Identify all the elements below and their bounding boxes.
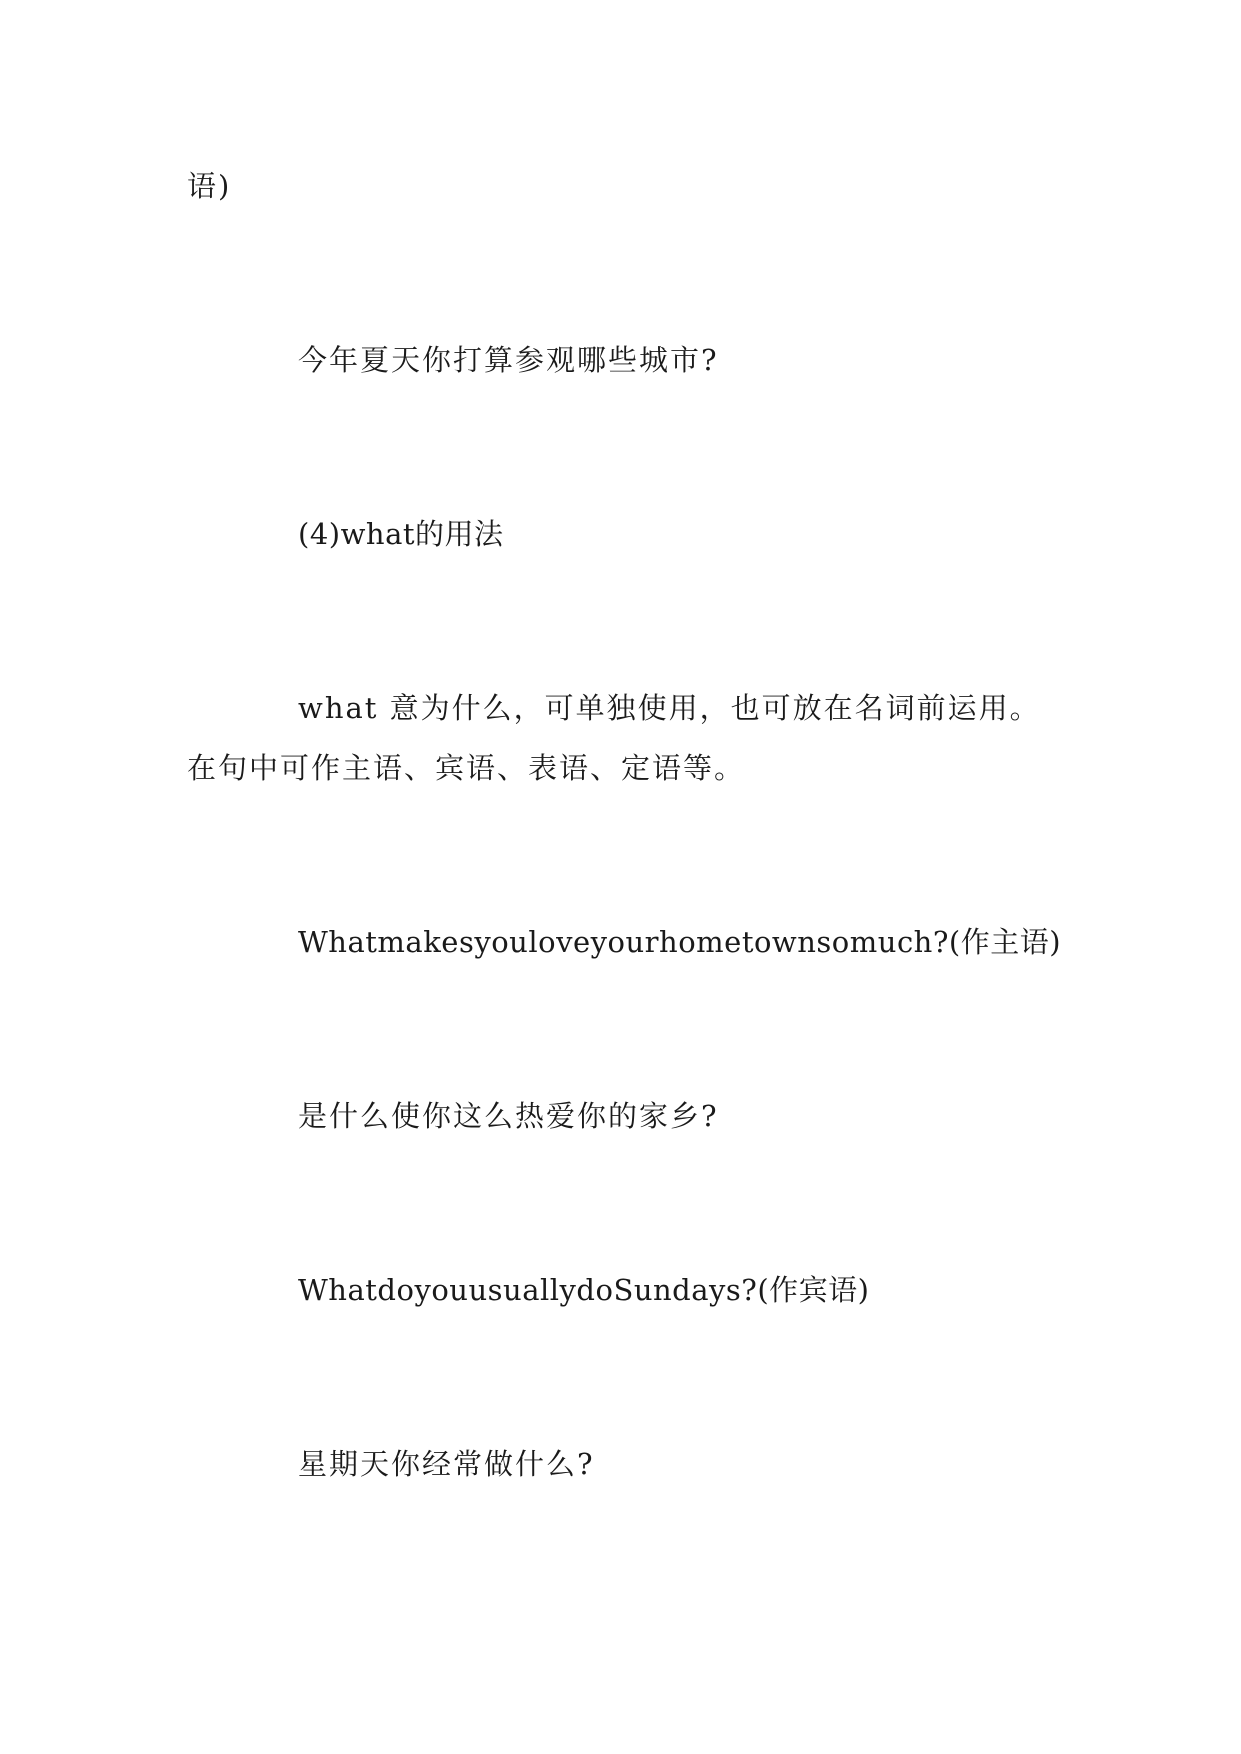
paragraph-what-meaning-line1: what 意为什么，可单独使用，也可放在名词前运用。	[298, 691, 1041, 725]
text-line-question-cities: 今年夏天你打算参观哪些城市?	[298, 343, 719, 377]
example-sentence-object: WhatdoyouusuallydoSundays?(作宾语)	[298, 1273, 870, 1307]
example-sentence-subject: Whatmakesyouloveyourhometownsomuch?(作主语)	[298, 925, 1062, 959]
text-line-fragment: 语)	[187, 169, 232, 203]
paragraph-what-meaning-line2: 在句中可作主语、宾语、表语、定语等。	[187, 751, 746, 785]
section-heading-what-usage: (4)what的用法	[298, 517, 504, 551]
translation-hometown: 是什么使你这么热爱你的家乡?	[298, 1099, 719, 1133]
translation-sundays: 星期天你经常做什么?	[298, 1447, 595, 1481]
